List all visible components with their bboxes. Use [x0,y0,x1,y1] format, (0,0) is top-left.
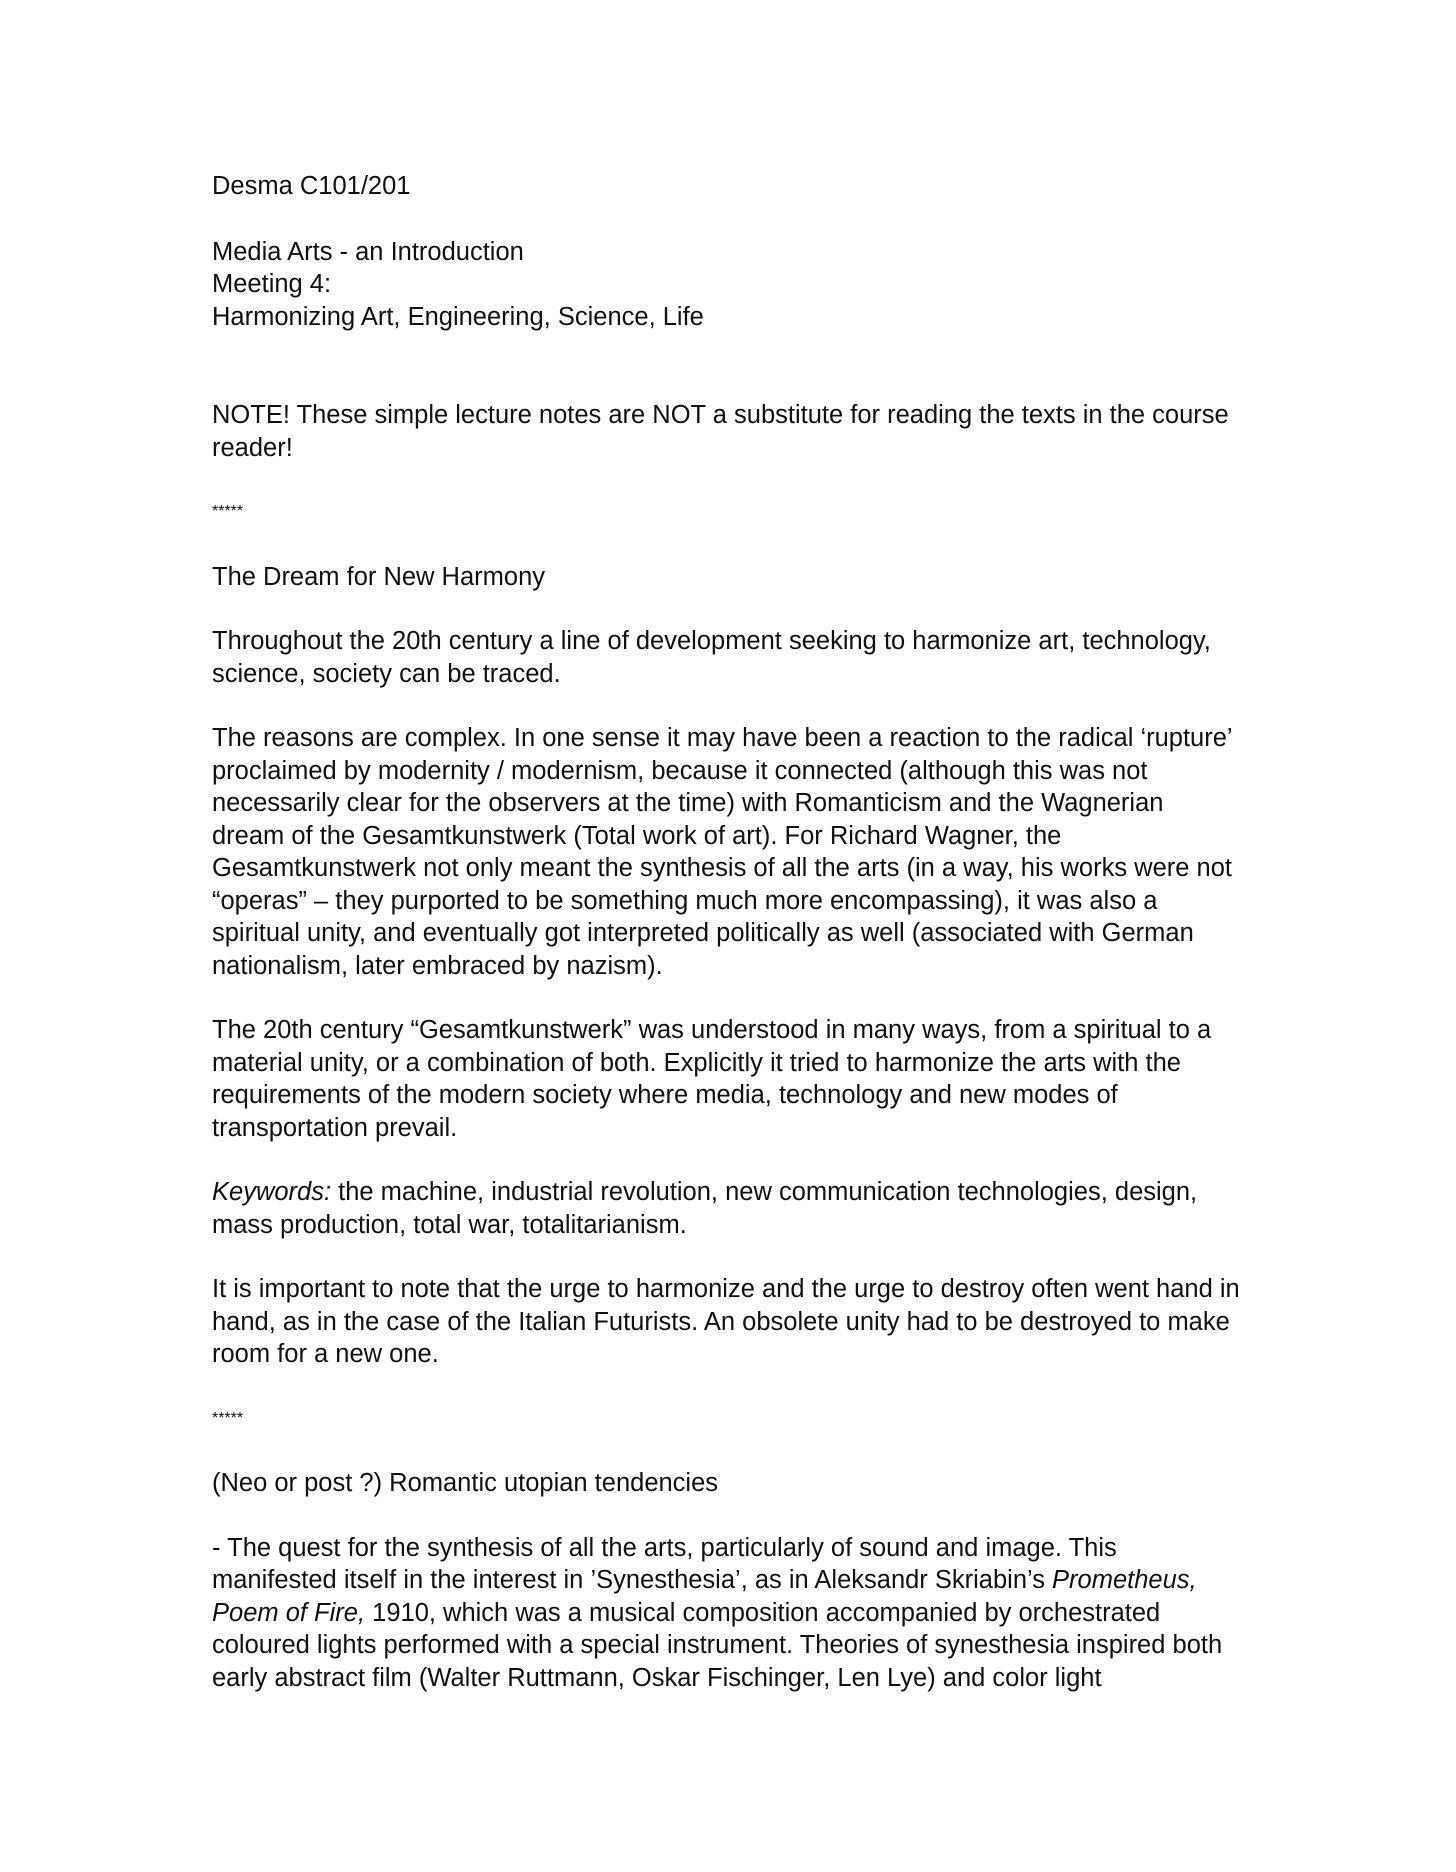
paragraph-5 [212,1532,1242,1695]
keywords-paragraph [212,1176,1242,1241]
section-heading-dream: The Dream for New Harmony [212,562,546,591]
separator-1: ***** [212,503,244,520]
paragraph-5-start: - The quest for the synthesis of all the arts, particularly of sound and image. This manifested itself in the interest in ’Synesthesia’, as in Aleksandr Skriabin’s [212,1533,1117,1594]
paragraph-4: It is important to note that the urge to harmonize and the urge to destroy often went hand in hand, as in the case of the Italian Futurists. An obsolete unity had to be destroyed to make room for a new one. [212,1275,1240,1368]
title-block [212,170,1242,333]
paragraph-2: The reasons are complex. In one sense it may have been a reaction to the radical ‘rupture’ proclaimed by modernity / modernism, because it connected (although this was not necessarily clear for the observers at the time) with Romanticism and the Wagnerian dream of the Gesamtkunstwerk (Total work of art). For Richard Wagner, the Gesamtkunstwerk not only meant the synthesis of all the arts (in a way, his works were not “operas” – they purported to be something much more encompassing), it was also a spiritual unity, and eventually got interpreted politically as well (associated with German nationalism, later embraced by nazism). [212,724,1232,980]
paragraph-3: The 20th century “Gesamtkunstwerk” was understood in many ways, from a spiritual to a material unity, or a combination of both. Explicitly it tried to harmonize the arts with the requirements of the modern society where media, technology and new modes of transportation prevail. [212,1016,1212,1142]
paragraph-5-end: 1910, which was a musical composition accompanied by orchestrated coloured lights performed with a special instrument. Theories of synesthesia inspired both early abstract film (Walter Ruttmann, Oskar Fischinger, Len Lye) and color light [212,1598,1223,1692]
lecture-notes-page [212,170,1242,1726]
section-heading-romantic: (Neo or post ?) Romantic utopian tendencies [212,1469,719,1497]
heading-block [212,236,1242,334]
separator-2: ***** [212,1409,244,1427]
paragraph-5-italic: Prometheus, Poem of Fire, [212,1566,1197,1627]
keywords-label: Keywords: [212,1178,332,1206]
course-title: Media Arts - an Introduction [212,237,524,266]
meeting-number: Meeting 4: [212,270,332,298]
meeting-title: Harmonizing Art, Engineering, Science, Life [212,302,704,331]
note-paragraph: NOTE! These simple lecture notes are NOT a substitute for reading the texts in the course reader! [212,401,1229,462]
course-code: Desma C101/201 [212,172,411,200]
paragraph-1: Throughout the 20th century a line of development seeking to harmonize art, technology, science, society can be traced. [212,627,1211,688]
keywords-text: the machine, industrial revolution, new communication technologies, design, mass production, total war, totalitarianism. [212,1178,1198,1239]
